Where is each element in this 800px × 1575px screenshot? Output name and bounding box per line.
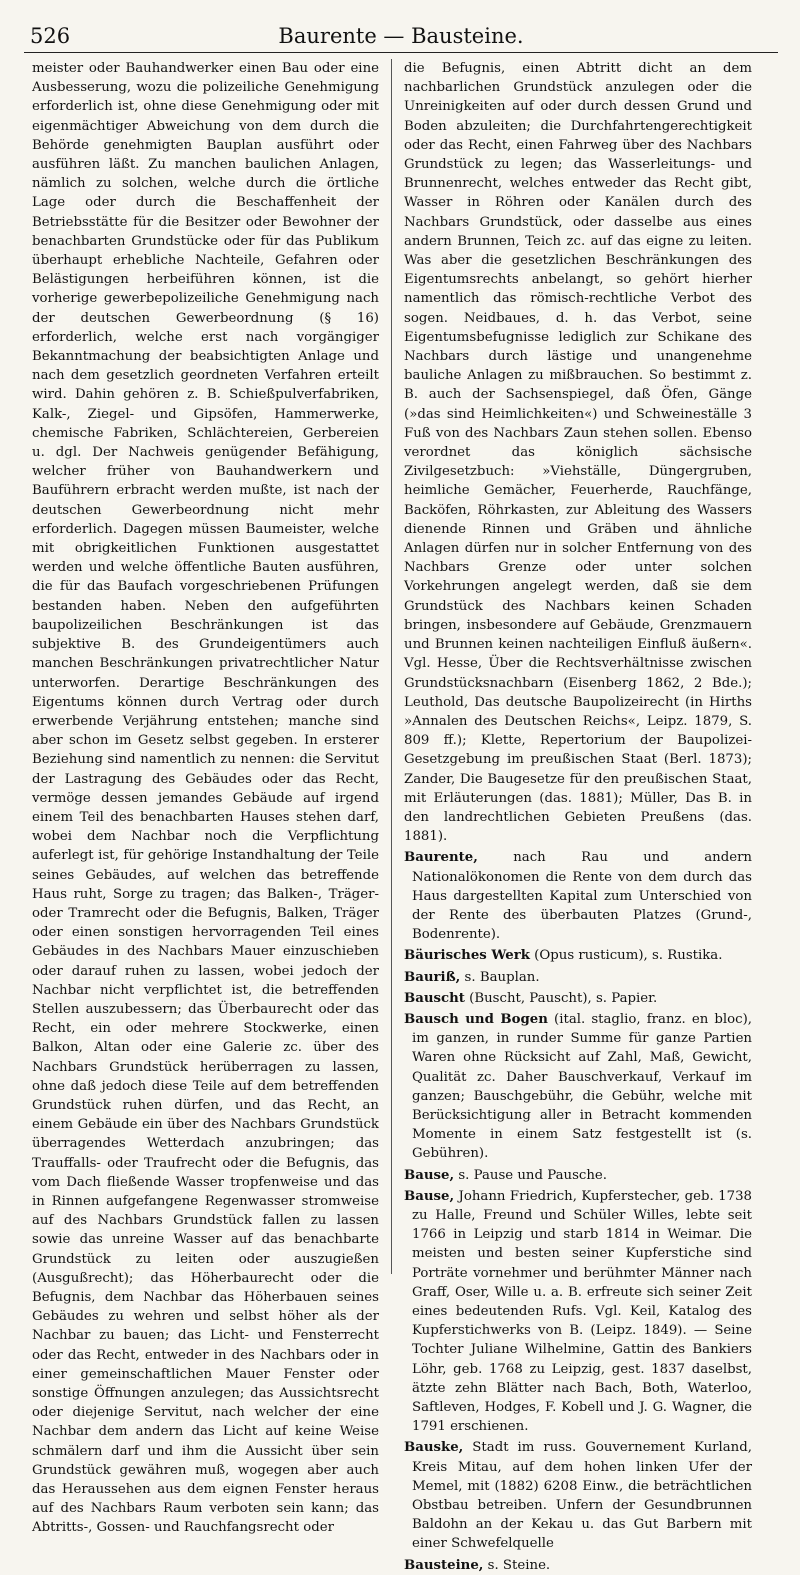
entry-headword: Bauscht (404, 990, 465, 1006)
entry-bausch-und-bogen (404, 1010, 752, 1164)
entry-bausteine (404, 1556, 752, 1575)
entry-bause-johann-friedrich (404, 1187, 752, 1437)
entry-text: (Opus rusticum), s. Rustika. (529, 948, 723, 964)
entry-headword: Bausch und Bogen (404, 1011, 548, 1027)
entry-text: Stadt im russ. Gouvernement Kurland, Kreis Mitau, auf dem hohen linken Ufer der Memel, mit (1882) 6208 Einw., die beträchtlichen Obstbau betreiben. Unfern der Gesundbrunnen Baldohn an der Kekau u. das Gut Barbern mit einer Schwefelquelle (412, 1440, 752, 1552)
columns (24, 59, 778, 1573)
entry-text: s. Pause und Pausche. (454, 1167, 608, 1183)
page-header (24, 14, 778, 53)
entry-baeurisches-werk (404, 946, 752, 965)
entry-headword: Bäurisches Werk (404, 948, 530, 964)
page-number: 526 (30, 24, 71, 48)
entry-headword: Bause, (404, 1167, 455, 1183)
entry-text: (ital. staglio, franz. en bloc), im ganzen, in runder Summe für ganze Partien Waren ohne Rücksicht auf Zahl, Maß, Gewicht, Qualität zc. Daher Bauschverkauf, Verkauf im ganzen; Bauschgebühr, die Gebühr, welche mit Berücksichtigung aller in Betracht kommenden Momente in einem Satz festgestellt ist (s. Gebühren). (412, 1011, 753, 1162)
entry-headword: Bauriß, (404, 969, 461, 985)
entry-baurente (404, 848, 752, 944)
entry-text: s. Bauplan. (460, 969, 540, 985)
entry-bause-pause (404, 1166, 752, 1185)
entry-headword: Bause, (404, 1188, 455, 1204)
entry-headword: Bausteine, (404, 1557, 484, 1573)
left-column-text: meister oder Bauhandwerker einen Bau oder eine Ausbesserung, wozu die polizeiliche Genehmigung erforderlich ist, ohne diese Genehmigung oder mit eigenmächtiger Abweichung von dem durch die Behörde genehmigten Bauplan ausführt oder ausführen läßt. Zu manchen baulichen Anlagen, nämlich zu solchen, welche durch die örtliche Lage oder durch die Beschaffenheit der Betriebsstätte für die Besitzer oder Bewohner der benachbarten Grundstücke oder für das Publikum überhaupt erhebliche Nachteile, Gefahren oder Belästigungen herbeiführen können, ist die vorherige gewerbepolizeiliche Genehmigung nach der deutschen Gewerbeordnung (§ 16) erforderlich, welche erst nach vorgängiger Bekanntmachung der beabsichtigten Anlage und nach dem gesetzlich geordneten Verfahren erteilt wird. Dahin gehören z. B. Schießpulverfabriken, Kalk-, Ziegel- und Gipsöfen, Hammerwerke, chemische Fabriken, Schlächtereien, Gerbereien u. dgl. Der Nachweis genügender Befähigung, welcher früher von Bauhandwerkern und Bauführern erbracht werden mußte, ist nach der deutschen Gewerbeordnung nicht mehr erforderlich. Dagegen müssen Baumeister, welche mit obrigkeitlichen Funktionen ausgestattet werden und welche öffentliche Bauten ausführen, die für das Baufach vorgeschriebenen Prüfungen bestanden haben. Neben den aufgeführten baupolizeilichen Beschränkungen ist das subjektive B. des Grundeigentümers auch manchen Beschränkungen privatrechtlicher Natur unterworfen. Derartige Beschränkungen des Eigentums können durch Vertrag oder durch erwerbende Verjährung entstehen; manche sind aber schon im Gesetz selbst gegeben. In ersterer Beziehung sind namentlich zu nennen: die Servitut der Lastragung des Gebäudes oder das Recht, vermöge dessen jemandes Gebäude auf irgend einem Teil des benachbarten Hauses stehen darf, wobei dem Nachbar noch die Verpflichtung auferlegt ist, für gehörige Instandhaltung der Teile seines Gebäudes, auf welchen das betreffende Haus ruht, Sorge zu tragen; das Balken-, Träger- oder Tramrecht oder die Befugnis, Balken, Träger oder einen sonstigen hervorragenden Teil eines Gebäudes in des Nachbars Mauer einzuschieben oder darauf ruhen zu lassen, wobei jedoch der Nachbar nicht verpflichtet ist, die betreffenden Stellen auszubessern; das Überbaurecht oder das Recht, ein oder mehrere Stockwerke, einen Balkon, Altan oder eine Galerie zc. über des Nachbars Grundstück herüberragen zu lassen, ohne daß jedoch diese Teile auf dem betreffenden Grundstück ruhen dürfen, und das Recht, an einem Gebäude ein über des Nachbars Grundstück überragendes Wetterdach anzubringen; das Trauffalls- oder Traufrecht oder die Befugnis, das vom Dach fließende Wasser tropfenweise und das in Rinnen aufgefangene Regenwasser stromweise auf des Nachbars Grundstück fallen zu lassen sowie das unreine Wasser auf das benachbarte Grundstück zu leiten oder auszugießen (Ausgußrecht); das Höherbaurecht oder die Befugnis, dem Nachbar das Höherbauen seines Gebäudes zu wehren und selbst höher als der Nachbar zu bauen; das Licht- und Fensterrecht oder das Recht, entweder in des Nachbars oder in einer gemeinschaftlichen Mauer Fenster oder sonstige Öffnungen anzulegen; das Aussichtsrecht oder diejenige Servitut, nach welcher der eine Nachbar dem andern das Licht auf keine Weise schmälern darf und ihm die Aussicht über sein Grundstück gewähren muß, wogegen aber auch das Heraussehen aus dem eignen Fenster heraus auf des Nachbars Raum verboten sein kann; das Abtritts-, Gossen- und Rauchfangsrecht oder (32, 61, 379, 1536)
entry-text: (Buscht, Pauscht), s. Papier. (464, 990, 658, 1006)
entry-baurisz (404, 968, 752, 987)
entry-headword: Baurente, (404, 850, 478, 866)
entry-text: Johann Friedrich, Kupferstecher, geb. 1738 zu Halle, Freund und Schüler Willes, lebte seit 1766 in Leipzig und starb 1814 in Weimar. Die meisten und besten seiner Kupferstiche sind Porträte vornehmer und berühmter Männer nach Graff, Oser, Wille u. a. B. erfreute sich seiner Zeit eines bedeutenden Rufs. Vgl. Keil, Katalog des Kupferstichwerks von B. (Leipz. 1849). — Seine Tochter Juliane Wilhelmine, Gattin des Bankiers Löhr, geb. 1768 zu Leipzig, gest. 1837 daselbst, ätzte zehn Blätter nach Bach, Both, Waterloo, Saftleven, Hodges, F. Kobell und J. G. Wagner, die 1791 erschienen. (412, 1188, 752, 1435)
right-column-continuation: die Befugnis, einen Abtritt dicht an dem nachbarlichen Grundstück anzulegen oder die Unreinigkeiten auf oder durch dessen Grund und Boden abzuleiten; die Durchfahrtengerechtigkeit oder das Recht, einen Fahrweg über des Nachbars Grundstück zu legen; das Wasserleitungs- und Brunnenrecht, welches entweder das Recht gibt, Wasser in Röhren oder Kanälen durch des Nachbars Grundstück, oder dasselbe aus eines andern Brunnen, Teich zc. auf das eigne zu leiten. Was aber die gesetzlichen Beschränkungen des Eigentumsrechts anbelangt, so gehört hierher namentlich das römisch-rechtliche Verbot des sogen. Neidbaues, d. h. das Verbot, seine Eigentumsbefugnisse lediglich zur Schikane des Nachbars durch lästige und unangenehme bauliche Anlagen zu mißbrauchen. So bestimmt z. B. auch der Sachsenspiegel, daß Öfen, Gänge (»das sind Heimlichkeiten«) und Schweineställe 3 Fuß von des Nachbars Zaun stehen sollen. Ebenso verordnet das königlich sächsische Zivilgesetzbuch: »Viehställe, Düngergruben, heimliche Gemächer, Feuerherde, Rauchfänge, Backöfen, Röhrkasten, zur Ableitung des Wassers dienende Rinnen und Gräben und ähnliche Anlagen dürfen nur in solcher Entfernung von des Nachbars Grenze oder unter solchen Vorkehrungen angelegt werden, daß sie dem Grundstück des Nachbars keinen Schaden bringen, insbesondere auf Gebäude, Grenzmauern und Brunnen keinen nachteiligen Einfluß äußern«. Vgl. Hesse, Über die Rechtsverhältnisse zwischen Grundstücksnachbarn (Eisenberg 1862, 2 Bde.); Leuthold, Das deutsche Baupolizeirecht (in Hirths »Annalen des Deutschen Reichs«, Leipz. 1879, S. 809 ff.); Klette, Repertorium der Baupolizei-Gesetzgebung im preußischen Staat (Berl. 1873); Zander, Die Baugesetze für den preußischen Staat, mit Erläuterungen (das. 1881); Müller, Das B. in den landrechtlichen Gebieten Preußens (das. 1881). (404, 61, 752, 845)
entry-headword: Bauske, (404, 1440, 464, 1456)
entry-bauske (404, 1438, 752, 1553)
entry-text: nach Rau und andern Nationalökonomen die Rente von dem durch das Haus dargestellten Kapital zum Unterschied von der Rente des überbauten Platzes (Grund-, Bodenrente). (412, 850, 752, 943)
entry-bauscht (404, 989, 752, 1008)
page-title: Baurente — Bausteine. (278, 24, 524, 48)
left-column (24, 59, 392, 1536)
entry-text: s. Steine. (483, 1557, 551, 1573)
right-column (392, 59, 760, 1573)
